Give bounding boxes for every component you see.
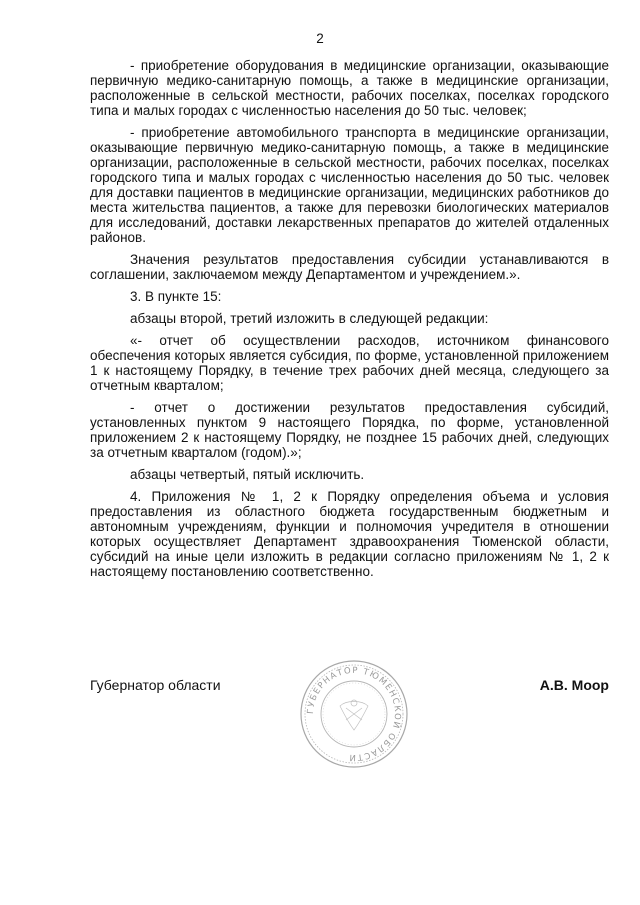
paragraph-results-report: - отчет о достижении результатов предоставления субсидий, установленных пунктом 9 настоящего Порядка, по форме, установленной приложением 2 к настоящему Порядку, не позднее 15 рабочих дней, следующих за отчетным кварталом (годом).»; (90, 400, 609, 460)
signer-name: А.В. Моор (539, 677, 609, 693)
paragraph-redaction-intro: абзацы второй, третий изложить в следующей редакции: (130, 311, 489, 326)
seal-text: ГУБЕРНАТОР ТЮМЕНСКОЙ ОБЛАСТИ (305, 665, 403, 763)
paragraph-results-values: Значения результатов предоставления субсидии устанавливаются в соглашении, заключаемом между Департаментом и учреждением.». (90, 252, 609, 282)
official-seal-icon (298, 658, 410, 770)
paragraph-transport-purchase: - приобретение автомобильного транспорта в медицинские организации, оказывающие первичную медико-санитарную помощь, а также в медицинские организации, расположенные в сельской местности, рабочих поселках, поселках городского типа и малых городах с численностью населения до 50 тыс. человек для доставки пациентов в медицинские организации, медицинских работников до места жительства пациентов, а также для перевозки биологических материалов для исследований, доставки лекарственных препаратов до жителей отдаленных районов. (90, 125, 609, 245)
page-number: 2 (316, 31, 324, 46)
signer-title: Губернатор области (90, 677, 221, 693)
paragraph-exclusion: абзацы четвертый, пятый исключить. (130, 467, 365, 482)
paragraph-item-3: 3. В пункте 15: (130, 289, 222, 304)
document-body (90, 58, 609, 586)
paragraph-expense-report: «- отчет об осуществлении расходов, источником финансового обеспечения которых является субсидия, по форме, установленной приложением 1 к настоящему Порядку, в течение трех рабочих дней месяца, следующего за отчетным кварталом; (90, 333, 609, 393)
paragraph-item-4: 4. Приложения № 1, 2 к Порядку определения объема и условия предоставления из областного бюджета государственным бюджетным и автономным учреждениям, функции и полномочия учредителя в отношении которых осуществляет Департамент здравоохранения Тюменской области, субсидий на иные цели изложить в редакции согласно приложениям № 1, 2 к настоящему постановлению соответственно. (90, 489, 609, 579)
signature-block (90, 665, 609, 764)
paragraph-equipment-purchase: - приобретение оборудования в медицинские организации, оказывающие первичную медико-санитарную помощь, а также в медицинские организации, расположенные в сельской местности, рабочих поселках, поселках городского типа и малых городах с численностью населения до 50 тыс. человек; (90, 58, 609, 118)
